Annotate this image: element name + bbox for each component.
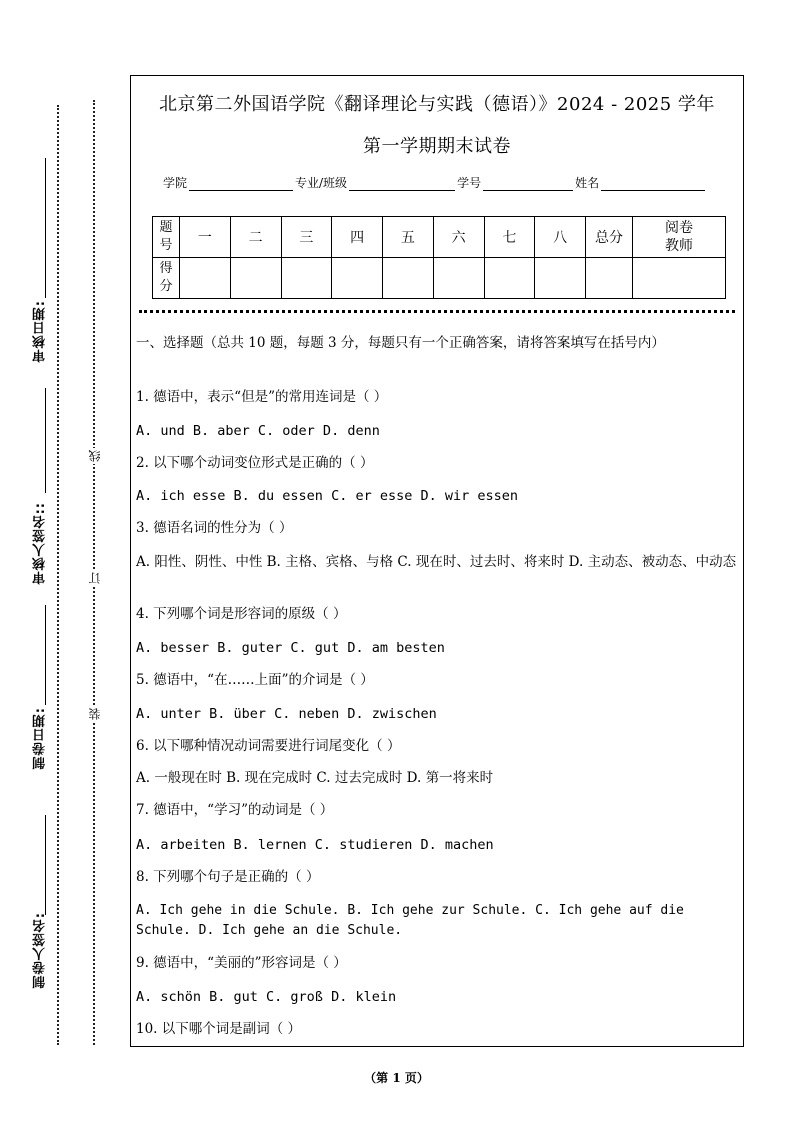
score-col-8: 八 <box>535 217 586 258</box>
question-6-options: A. 一般现在时 B. 现在完成时 C. 过去完成时 D. 第一将来时 <box>136 770 494 786</box>
score-table-score-row <box>153 258 726 299</box>
maker-signature-label: 制卷人签名: <box>33 912 48 989</box>
score-cell-1[interactable] <box>180 258 231 299</box>
question-8-options: A. Ich gehe in die Schule. B. Ich gehe zur Schule. C. Ich gehe auf die Schule. D. Ich gehe an die Schule. <box>136 903 684 938</box>
score-cell-3[interactable] <box>281 258 332 299</box>
question-3-options: A. 阳性、阴性、中性 B. 主格、宾格、与格 C. 现在时、过去时、将来时 D. 主动态、被动态、中动态 <box>136 554 737 570</box>
name-field[interactable] <box>601 178 705 191</box>
student-info-row <box>163 174 707 191</box>
question-4: 4. 下列哪个词是形容词的原级（ ） <box>136 606 347 622</box>
major-label: 专业/班级 <box>295 176 348 190</box>
major-field[interactable] <box>349 178 455 191</box>
exam-frame <box>130 75 744 1047</box>
section-heading: 一、选择题（总共 10 题，每题 3 分，每题只有一个正确答案，请将答案填写在括号内） <box>136 335 665 351</box>
score-table <box>152 216 726 299</box>
reviewer-signature-line <box>45 388 46 493</box>
score-label: 得 分 <box>153 258 180 299</box>
binding-mark-bind: 装 <box>88 708 102 720</box>
student-id-label: 学号 <box>457 176 482 190</box>
grader-label: 阅卷 教师 <box>633 217 726 258</box>
question-7-options: A. arbeiten B. lernen C. studieren D. machen <box>136 837 494 853</box>
score-cell-8[interactable] <box>535 258 586 299</box>
question-2-options: A. ich esse B. du essen C. er esse D. wir essen <box>136 488 519 504</box>
score-col-total: 总分 <box>586 217 633 258</box>
question-4-options: A. besser B. guter C. gut D. am besten <box>136 640 445 656</box>
reviewer-signature-label: 审核人签名:: <box>33 502 48 585</box>
question-10: 10. 以下哪个词是副词（ ） <box>136 1021 302 1037</box>
college-field[interactable] <box>189 178 293 191</box>
dotted-separator <box>139 310 735 313</box>
score-cell-7[interactable] <box>484 258 535 299</box>
maker-signature-line <box>45 815 46 915</box>
name-label: 姓名 <box>575 176 600 190</box>
score-table-header-row <box>153 217 726 258</box>
review-date-line <box>45 158 46 298</box>
score-col-4: 四 <box>332 217 383 258</box>
question-2: 2. 以下哪个动词变位形式是正确的（ ） <box>136 455 374 471</box>
score-cell-2[interactable] <box>230 258 281 299</box>
score-col-2: 二 <box>230 217 281 258</box>
binding-mark-line: 线 <box>88 450 102 462</box>
score-col-5: 五 <box>383 217 434 258</box>
question-9: 9. 德语中，“美丽的”形容词是（ ） <box>136 955 347 971</box>
grader-cell[interactable] <box>633 258 726 299</box>
score-col-6: 六 <box>433 217 484 258</box>
make-date-label: 制卷日期: <box>33 707 48 770</box>
question-1-options: A. und B. aber C. oder D. denn <box>136 423 380 439</box>
question-7: 7. 德语中，“学习”的动词是（ ） <box>136 802 334 818</box>
score-cell-6[interactable] <box>433 258 484 299</box>
exam-title-line2: 第一学期期末试卷 <box>363 136 511 157</box>
question-number-label: 题 号 <box>153 217 180 258</box>
make-date-line <box>45 605 46 705</box>
binding-dotted-line-outer <box>57 105 59 1045</box>
question-5-options: A. unter B. über C. neben D. zwischen <box>136 706 437 722</box>
exam-title-line1: 北京第二外国语学院《翻译理论与实践（德语）》2024 - 2025 学年 <box>159 94 715 115</box>
question-5: 5. 德语中，“在……上面”的介词是（ ） <box>136 672 374 688</box>
college-label: 学院 <box>163 176 188 190</box>
score-col-3: 三 <box>281 217 332 258</box>
score-cell-total[interactable] <box>586 258 633 299</box>
binding-mark-staple: 订 <box>88 572 102 584</box>
score-cell-5[interactable] <box>383 258 434 299</box>
page-number: （第 1 页） <box>364 1071 429 1085</box>
review-date-label: 审核日期: <box>33 300 48 363</box>
question-8: 8. 下列哪个句子是正确的（ ） <box>136 869 320 885</box>
score-col-7: 七 <box>484 217 535 258</box>
binding-margin <box>0 0 128 1122</box>
score-col-1: 一 <box>180 217 231 258</box>
question-3: 3. 德语名词的性分为（ ） <box>136 520 293 536</box>
question-6: 6. 以下哪种情况动词需要进行词尾变化（ ） <box>136 738 401 754</box>
student-id-field[interactable] <box>483 178 573 191</box>
question-1: 1. 德语中，表示“但是”的常用连词是（ ） <box>136 389 388 405</box>
question-9-options: A. schön B. gut C. groß D. klein <box>136 989 397 1005</box>
score-cell-4[interactable] <box>332 258 383 299</box>
